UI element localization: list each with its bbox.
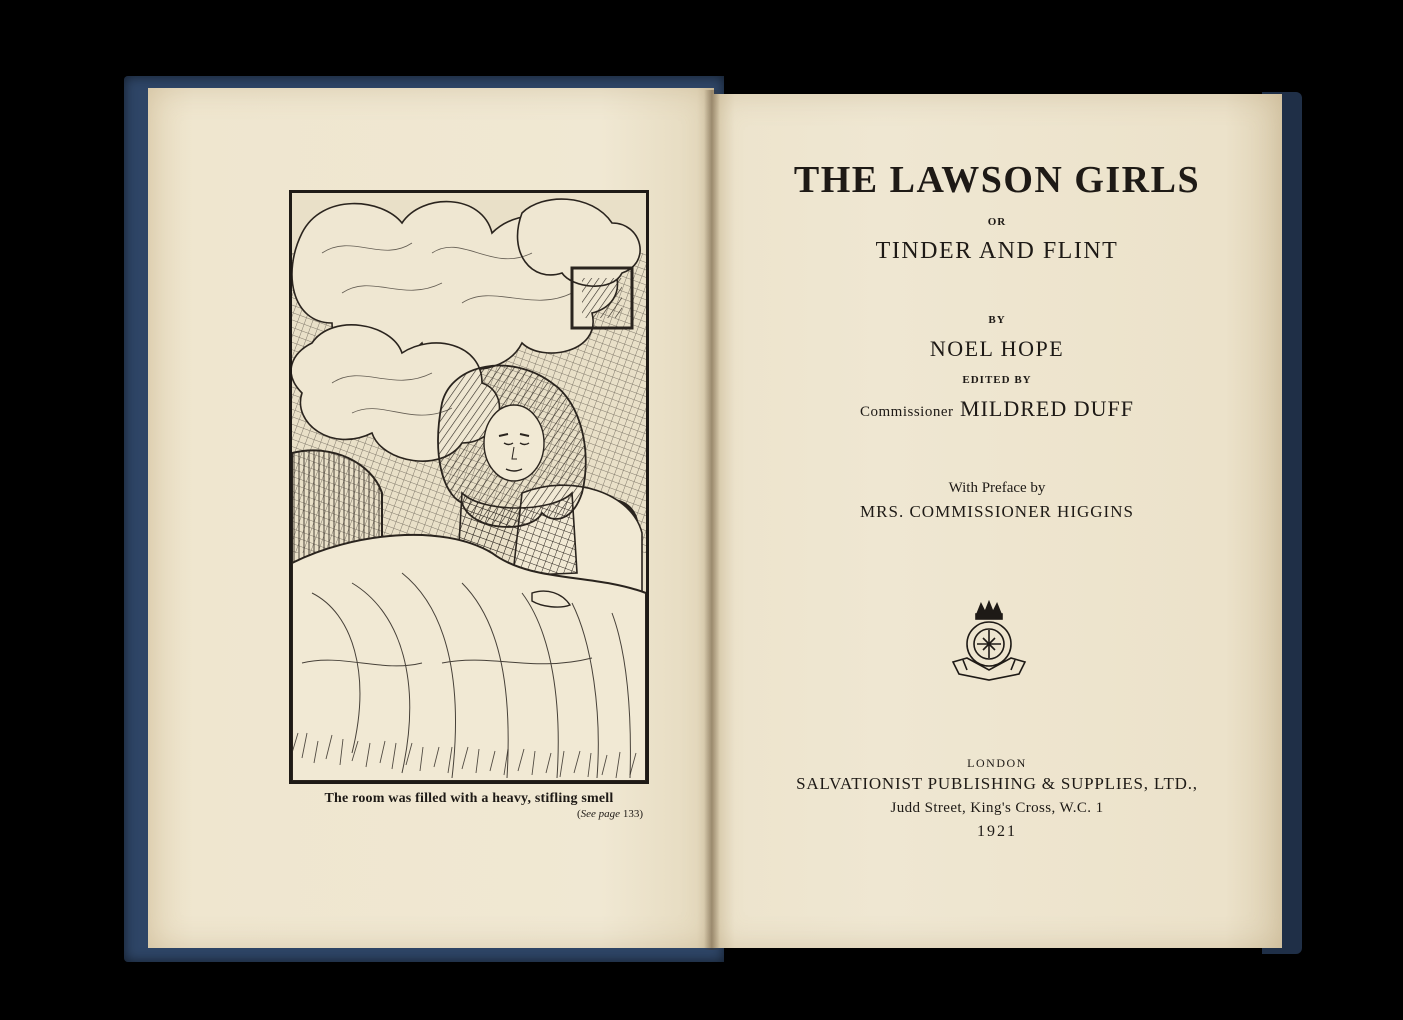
publisher-name: SALVATIONIST PUBLISHING & SUPPLIES, LTD., <box>796 774 1198 793</box>
publisher-city: LONDON <box>967 756 1027 770</box>
book-title: THE LAWSON GIRLS <box>793 159 1201 201</box>
ref-page-number: 133) <box>622 808 643 820</box>
edited-by-label: EDITED BY <box>962 374 1032 386</box>
publication-year: 1921 <box>977 823 1017 840</box>
preface-author: MRS. COMMISSIONER HIGGINS <box>860 502 1134 521</box>
preface-label: With Preface by <box>948 480 1046 496</box>
illustration-caption: The room was filled with a heavy, stifling smell <box>324 791 614 806</box>
book-subtitle: TINDER AND FLINT <box>875 238 1119 264</box>
ref-see-page: See page <box>580 808 621 820</box>
by-label: BY <box>988 314 1006 326</box>
editor-line <box>712 396 1282 422</box>
title-or: OR <box>987 216 1007 228</box>
editor-rank: Commissioner <box>860 404 954 420</box>
illustration-page-reference <box>289 808 643 820</box>
frontispiece-illustration <box>289 190 649 784</box>
salvation-army-crest-icon <box>949 600 1029 686</box>
illustration-drawing <box>292 193 646 781</box>
publisher-address: Judd Street, King's Cross, W.C. 1 <box>890 800 1104 816</box>
editor-name: MILDRED DUFF <box>960 396 1134 421</box>
author-name: NOEL HOPE <box>929 336 1065 361</box>
ref-prefix: ( <box>577 808 581 820</box>
